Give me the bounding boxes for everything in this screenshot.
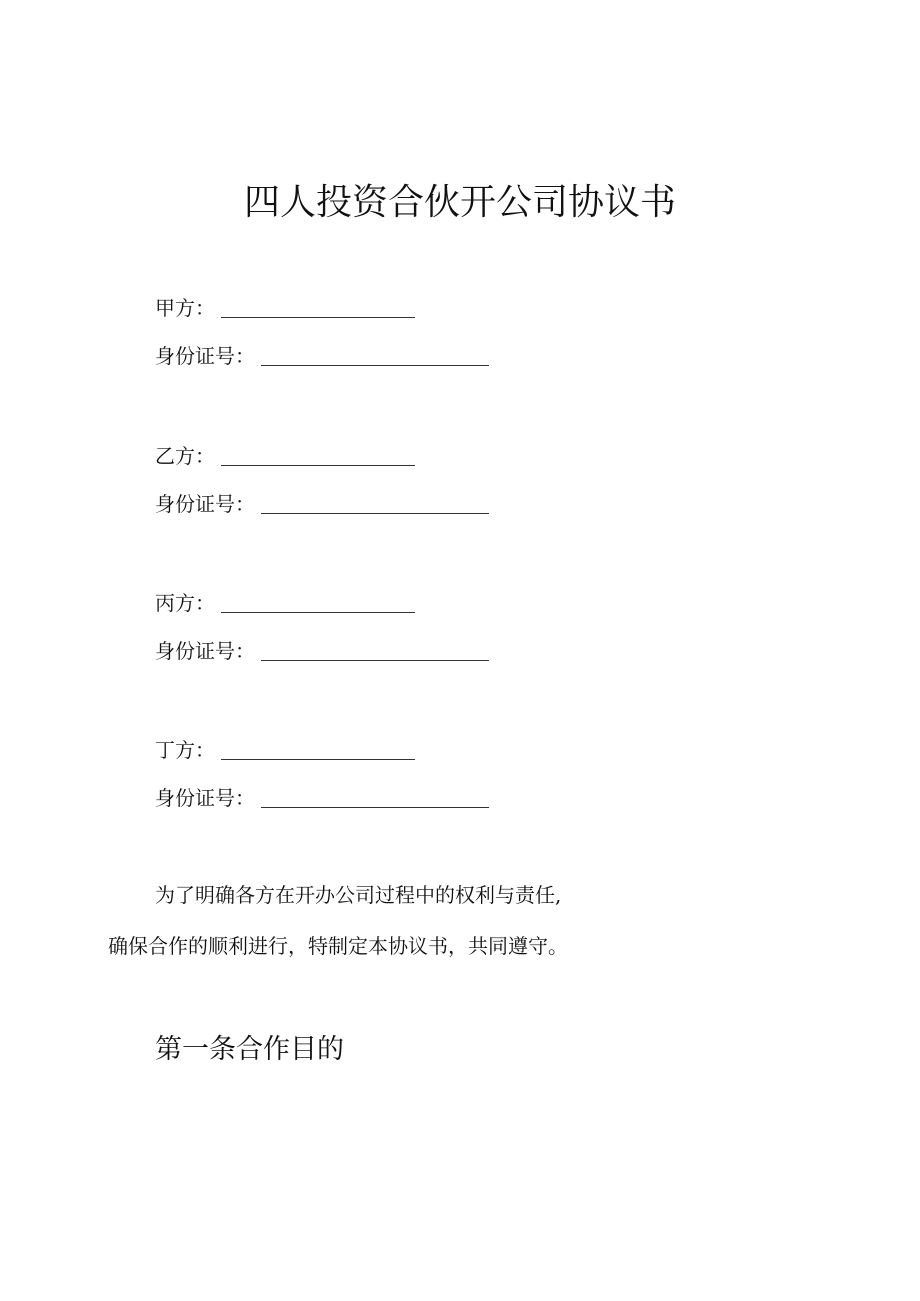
party-a-id-label: 身份证号： [155, 344, 255, 368]
party-a-id-row [155, 340, 489, 370]
party-c-label: 丙方： [155, 591, 215, 615]
party-b-label: 乙方： [155, 444, 215, 468]
party-d-id-row [155, 782, 489, 812]
party-b-id-label: 身份证号： [155, 492, 255, 516]
party-a-name-row [155, 292, 415, 322]
party-d-id-blank[interactable] [261, 785, 489, 808]
party-b-id-blank[interactable] [261, 491, 489, 514]
preamble-line-2: 确保合作的顺利进行，特制定本协议书，共同遵守。 [108, 934, 568, 958]
party-a-id-blank[interactable] [261, 343, 489, 366]
party-c-id-row [155, 635, 489, 665]
section-1-heading: 第一条合作目的 [155, 1034, 344, 1065]
party-c-id-label: 身份证号： [155, 639, 255, 663]
party-b-name-row [155, 440, 415, 470]
party-b-name-blank[interactable] [221, 443, 415, 466]
party-c-name-blank[interactable] [221, 590, 415, 613]
party-c-id-blank[interactable] [261, 638, 489, 661]
party-d-name-row [155, 734, 415, 764]
party-d-name-blank[interactable] [221, 737, 415, 760]
party-d-id-label: 身份证号： [155, 786, 255, 810]
preamble-line-1: 为了明确各方在开办公司过程中的权利与责任, [155, 883, 562, 907]
party-b-id-row [155, 488, 489, 518]
party-a-name-blank[interactable] [221, 295, 415, 318]
party-a-label: 甲方： [155, 296, 215, 320]
document-title: 四人投资合伙开公司协议书 [243, 182, 676, 223]
party-d-label: 丁方： [155, 738, 215, 762]
party-c-name-row [155, 587, 415, 617]
